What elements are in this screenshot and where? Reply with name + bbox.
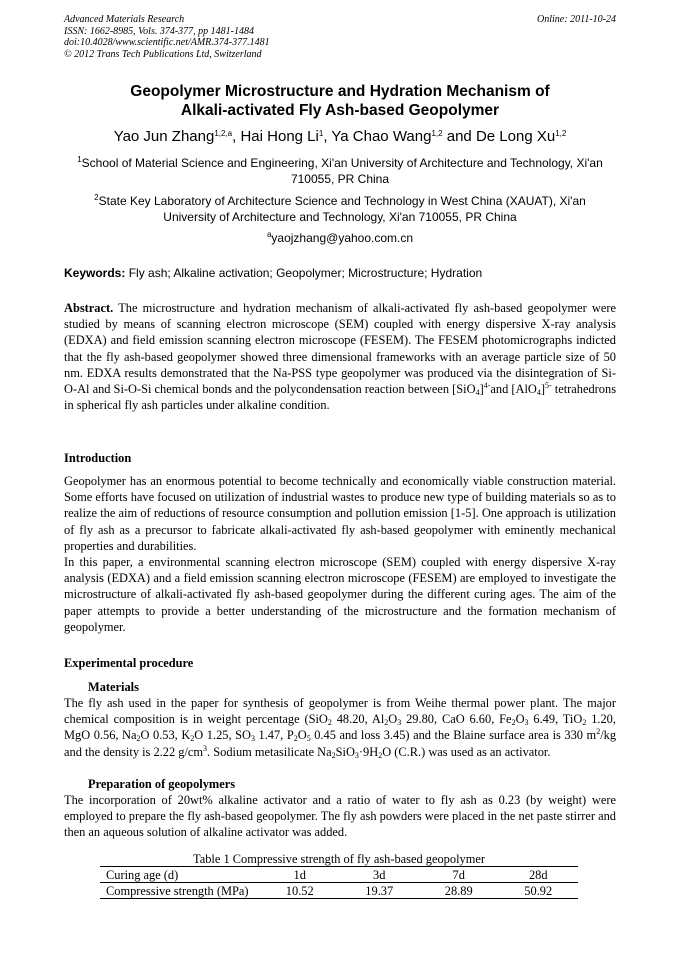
experimental-heading: Experimental procedure: [64, 656, 194, 670]
superscript: 5-: [545, 381, 552, 391]
table-row: [100, 883, 578, 899]
author-affil-sup: 1: [318, 129, 324, 138]
subscript: 2: [331, 750, 336, 760]
materials-text: O: [297, 728, 307, 743]
introduction-body: [64, 473, 616, 635]
affiliation-number: 1: [77, 155, 82, 164]
table-cell: 50.92: [499, 883, 579, 899]
keywords-label: Keywords:: [64, 266, 126, 280]
materials-text: ·9H: [358, 744, 379, 759]
table-header-row: [100, 867, 578, 883]
author-separator: ,: [232, 128, 241, 145]
title-line-2: Alkali-activated Fly Ash-based Geopolymer: [180, 102, 500, 119]
copyright-line: © 2012 Trans Tech Publications Ltd, Switzerland: [64, 48, 262, 60]
author-separator: ,: [323, 128, 332, 145]
table-header-cell: 28d: [499, 867, 579, 883]
journal-name: Advanced Materials Research: [64, 14, 185, 25]
intro-paragraph-2: In this paper, a environmental scanning electron microscope (SEM) coupled with energy dispersive X-ray analysis (EDXA) and a field emission scanning electron microscope (FESEM) are employed to investigate the microstructure of alkali-activated fly ash-based geopolymer during the different curing ages. The aim of the paper attempts to provide a better understanding of the microstructure and the formation mechanism of geopolymer.: [64, 555, 616, 634]
abstract-text: The microstructure and hydration mechanism of alkali-activated fly ash-based geopolymer were studied by means of scanning electron microscope (SEM) coupled with energy dispersive X-ray analysis (EDXA) and field emission scanning electron microscope (FESEM). The FESEM photomicrographs indicted that the fly ash-based geopolymer showed three dimensional frameworks with an average particle size of 50 nm. EDXA results demonstrated that the Na-PSS type geopolymer was produced via the disintegration of Si-O-Al and Si-O-Si chemical bonds and the polycondensation reaction between [SiO: [64, 301, 616, 397]
materials-text: O: [388, 712, 398, 727]
keywords-text: Fly ash; Alkaline activation; Geopolymer; Microstructure; Hydration: [125, 266, 483, 280]
table-cell: 10.52: [260, 883, 340, 899]
materials-text: 29.80, CaO 6.60, Fe: [401, 712, 512, 727]
subscript: 2: [582, 718, 587, 728]
introduction-heading: Introduction: [64, 451, 132, 465]
subscript: 4: [536, 388, 541, 398]
materials-text: 48.20, Al: [331, 712, 385, 727]
table-header-cell: 1d: [260, 867, 340, 883]
superscript: 4-: [483, 381, 491, 391]
email-line: [64, 230, 616, 246]
paper-title: [64, 82, 616, 120]
preparation-heading: Preparation of geopolymers: [88, 777, 236, 791]
affiliation-text: 710055, PR China: [290, 172, 390, 186]
materials-text: 0.45 and loss 3.45) and the Blaine surface area is 330 m: [310, 728, 597, 743]
preparation-body: [64, 792, 616, 841]
intro-paragraph-1: Geopolymer has an enormous potential to become technically and economically viable construction material. Some efforts have focused on utilization of industrial wastes to produce new type of building materials so as to realize the aim of reductions of resource consumption and pollution emission [1-5]. One approach is utilization of fly ash as a precursor to fabricate alkali-activated fly ash-based geopolymer with eminently mechanical properties and durabilities.: [64, 474, 616, 553]
preparation-text: The incorporation of 20wt% alkaline activator and a ratio of water to fly ash as 0.23 (by weight) were employed to prepare the fly ash-based geopolymer. The fly ash powders were placed in the net paste stirrer and then an aqueous solution of alkaline activator was added.: [64, 793, 616, 840]
author-affil-sup: 1,2: [555, 129, 567, 138]
affiliation-text: State Key Laboratory of Architecture Science and Technology in West China (XAUAT), Xi'an: [98, 194, 586, 208]
materials-text: 6.49, TiO: [528, 712, 583, 727]
table-header-cell: 3d: [340, 867, 420, 883]
materials-heading: Materials: [88, 680, 139, 694]
materials-body: [64, 695, 616, 760]
subscript: 2: [384, 718, 389, 728]
table-cell: Compressive strength (MPa): [100, 883, 260, 899]
materials-text: The fly ash used in the paper for synthesis of geopolymer is from Weihe thermal power plant. The major chemical composition is in weight percentage (SiO: [64, 696, 616, 727]
author-name: Yao Jun Zhang: [113, 128, 215, 145]
materials-text: O 0.53, K: [140, 728, 191, 743]
author-list: [64, 128, 616, 146]
superscript: 3: [203, 743, 208, 753]
abstract: Abstract. The microstructure and hydration mechanism of alkali-activated fly ash-based geopolymer were studied by means of scanning electron microscope (SEM) coupled with energy dispersive X-ray analysis (EDXA) and field emission scanning electron microscope (FESEM). The FESEM photomicrographs indicted that the fly ash-based geopolymer showed three dimensional frameworks with an average particle size of 50 nm. EDXA results demonstrated that the Na-PSS type geopolymer was produced via the disintegration of Si-O-Al and Si-O-Si chemical bonds and the polycondensation reaction between $[SiO_4]^{4-}and$ $[AlO_4]^{5-}$ tetrahedrons in spherical fly ash particles under alkaline condition.: [64, 301, 617, 413]
table-cell: 19.37: [340, 883, 420, 899]
subscript: 2: [327, 718, 332, 728]
materials-text: 1.20, MgO 0.56, Na: [64, 712, 616, 743]
author-name: Hai Hong Li: [240, 128, 319, 145]
affiliation-2: [64, 193, 616, 225]
subscript: 3: [250, 734, 255, 744]
subscript: 3: [524, 718, 529, 728]
table-header-cell: Curing age (d): [100, 867, 260, 883]
title-line-1: Geopolymer Microstructure and Hydration Mechanism of: [130, 83, 550, 100]
online-date: Online: 2011-10-24: [537, 14, 616, 25]
subscript: 3: [354, 750, 359, 760]
subscript: 2: [190, 734, 195, 744]
author-name: Ya Chao Wang: [331, 128, 432, 145]
materials-text: O (C.R.) was used as an activator.: [382, 744, 551, 759]
doi-line: doi:10.4028/www.scientific.net/AMR.374-377.1481: [64, 37, 270, 48]
subscript: 2: [293, 734, 298, 744]
materials-text: 1.47, P: [254, 728, 294, 743]
materials-text: O 1.25, SO: [194, 728, 251, 743]
affiliation-number: 2: [94, 193, 99, 202]
affiliation-1: [64, 155, 616, 187]
journal-header: [64, 14, 616, 60]
table-cell: 28.89: [419, 883, 499, 899]
author-email: yaojzhang@yahoo.com.cn: [271, 231, 414, 245]
abstract-label: Abstract.: [64, 301, 114, 315]
subscript: 3: [397, 718, 402, 728]
subscript: 5: [306, 734, 311, 744]
subscript: 2: [136, 734, 141, 744]
email-sup: a: [266, 230, 272, 239]
materials-text: . Sodium metasilicate Na: [207, 744, 332, 759]
abstract-text: and [AlO: [490, 382, 537, 397]
abstract-text: tetrahedrons in spherical fly ash particles under alkaline condition.: [64, 382, 617, 413]
subscript: 2: [378, 750, 383, 760]
author-affil-sup: 1,2: [431, 129, 443, 138]
affiliation-text: School of Material Science and Engineering, Xi'an University of Architecture and Technology, Xi'an: [81, 156, 603, 170]
keywords: [64, 266, 616, 281]
materials-text: O: [515, 712, 525, 727]
issn-line: ISSN: 1662-8985, Vols. 374-377, pp 1481-1484: [64, 25, 254, 37]
subscript: 4: [475, 388, 480, 398]
materials-text: /kg and the density is 2.22 g/cm: [64, 728, 617, 759]
superscript: 2: [596, 727, 601, 737]
strength-table: [100, 866, 578, 899]
author-name: De Long Xu: [475, 128, 556, 145]
subscript: 2: [511, 718, 516, 728]
author-separator: and: [442, 128, 476, 145]
materials-text: SiO: [335, 744, 355, 759]
author-affil-sup: 1,2,a: [214, 129, 233, 138]
table-caption: Table 1 Compressive strength of fly ash-based geopolymer: [193, 852, 485, 866]
affiliation-text: University of Architecture and Technology, Xi'an 710055, PR China: [163, 210, 517, 224]
table-header-cell: 7d: [419, 867, 499, 883]
